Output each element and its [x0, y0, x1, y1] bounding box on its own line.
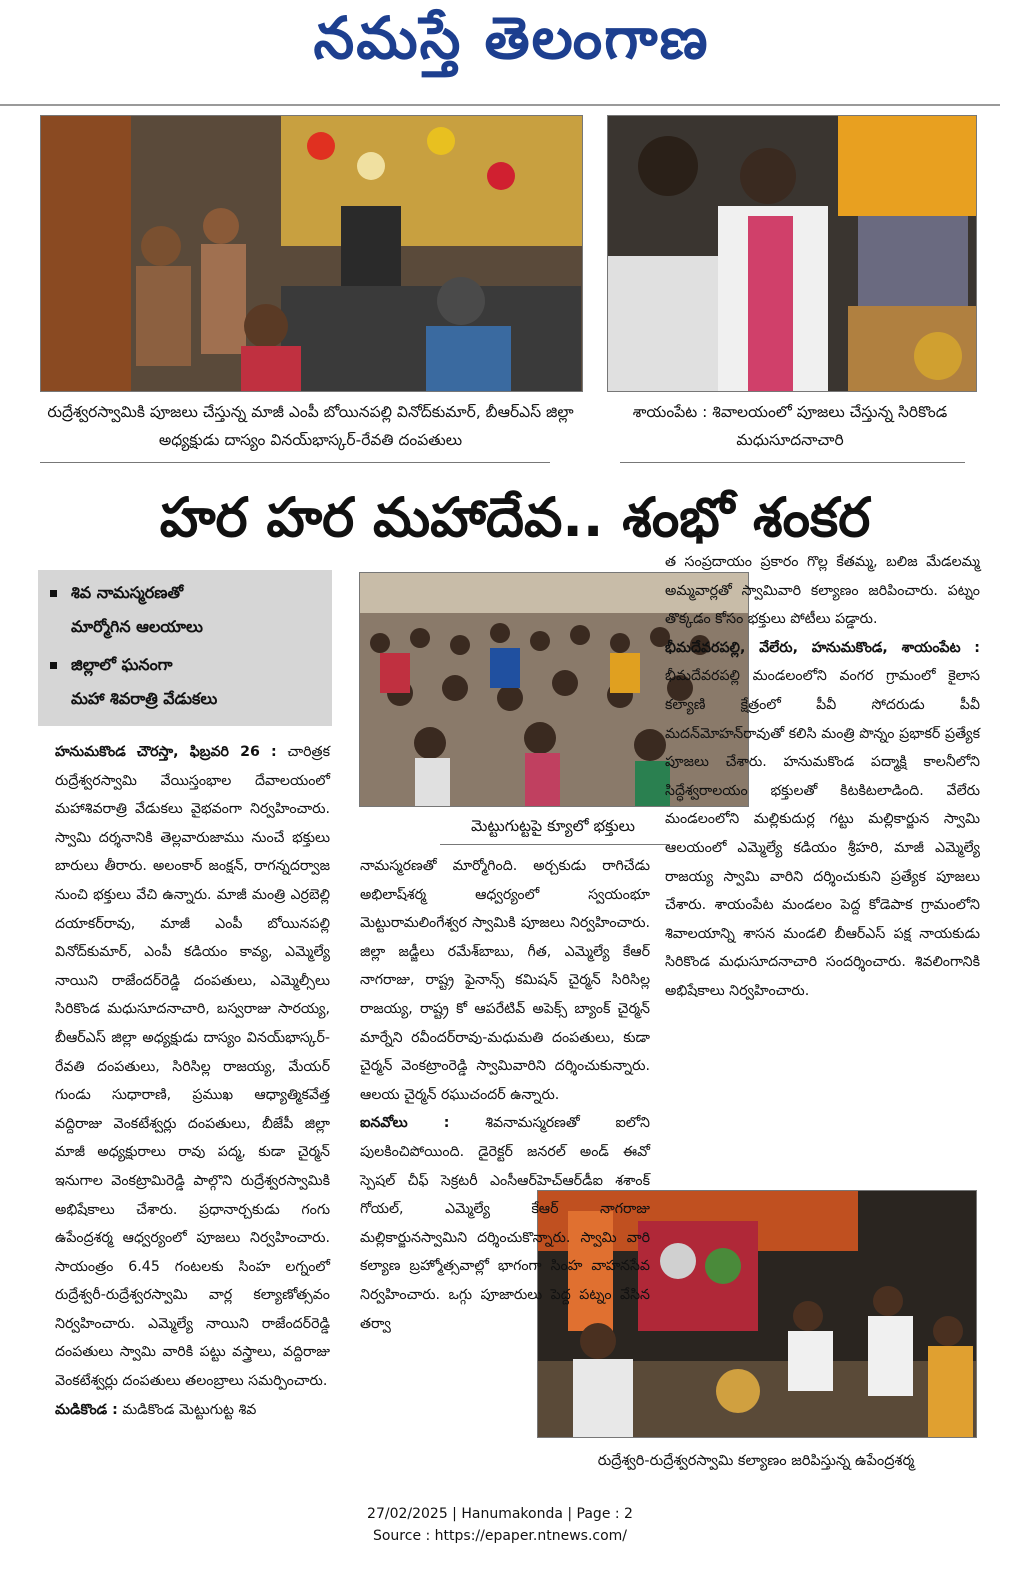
highlight-text: శివ నామస్మరణతో [71, 583, 184, 602]
photo-caption-shayampet: శాయంపేట : శివాలయంలో పూజలు చేస్తున్న సిరికొండ మధుసూదనాచారి [632, 403, 948, 449]
masthead [0, 0, 1023, 100]
article-body: శివనామస్మరణతో ఐలోని పులకించిపోయింది. డైరెక్టర్ జనరల్ అండ్ ఈవో స్పెషల్ చీఫ్ సెక్రటరీ ఎంసీఆర్‌హెచ్‌ఆర్‌డీఐ శశాంక్ గోయల్, ఎమ్మెల్యే కేఆర్ నాగరాజు మల్లికార్జునస్వామిని దర్శించుకొన్నారు. స్వామి వారి కల్యాణ బ్రహ్మోత్సవాల్లో భాగంగా సింహ వాహనసేవ నిర్వహించారు. ఒగ్గు పూజారులు పెద్ద పట్నం వేసిన తర్వా [360, 1115, 650, 1332]
bullet-icon [50, 662, 57, 669]
article-column-2 [360, 852, 650, 1338]
caption-divider [440, 844, 670, 845]
temple-photo-rudreshwara [40, 115, 583, 392]
caption-divider [40, 462, 550, 463]
photo-caption-crowd: మెట్టుగుట్టపై క్యూలో భక్తులు [471, 817, 635, 835]
temple-photo-shayampet [607, 115, 977, 392]
masthead-divider [0, 104, 1000, 106]
photo-caption-rudreshwara: రుద్రేశ్వరస్వామికి పూజలు చేస్తున్న మాజీ ఎంపీ బోయినపల్లి వినోద్‌కుమార్, బీఆర్‌ఎస్ జిల్లా అధ్యక్షుడు దాస్యం వినయ్‌భాస్కర్-రేవతి దంపతులు [47, 403, 574, 449]
caption-divider [620, 462, 965, 463]
article-body: నామస్మరణతో మార్మోగింది. అర్చకుడు రాగిచేడు అభిలాష్‌శర్మ ఆధ్వర్యంలో స్వయంభూ మెట్టురామలింగేశ్వర స్వామికి పూజలు నిర్వహించారు. జిల్లా జడ్జీలు రమేశ్‌బాబు, గీత, ఎమ్మెల్యే కేఆర్ నాగరాజు, రాష్ట్ర ఫైనాన్స్ కమిషన్ చైర్మన్ సిరిసిల్ల రాజయ్య, రాష్ట్ర కో ఆపరేటివ్ అపెక్స్ బ్యాంక్ చైర్మన్ మార్నేని రవీందర్‌రావు-మధుమతి దంపతులు, కుడా చైర్మన్ వెంకట్రాంరెడ్డి స్వామివారిని దర్శించుకున్నారు. ఆలయ చైర్మన్ రఘుచందర్ ఉన్నారు. [360, 858, 650, 1103]
highlight-item [50, 576, 183, 610]
footer-date-edition: 27/02/2025 | Hanumakonda | Page : 2 [367, 1506, 633, 1522]
sub-dateline: ఐనవోలు : [360, 1115, 450, 1132]
highlight-item [50, 648, 173, 682]
bullet-icon [50, 590, 57, 597]
highlight-text: జిల్లాలో ఘనంగా [71, 655, 173, 674]
highlight-item-cont: మహా శివరాత్రి వేడుకలు [71, 689, 218, 708]
sub-dateline: భీమదేవరపల్లి, వేలేరు, హనుమకొండ, శాయంపేట : [665, 639, 980, 656]
article-body: త సంప్రదాయం ప్రకారం గొల్ల కేతమ్మ, బలిజ మేడలమ్మ అమ్మవార్లతో స్వామివారి కల్యాణం జరిపించారు. పట్నం తొక్కడం కోసం భక్తులు పోటీలు పడ్డారు. [665, 554, 980, 628]
headline: హర హర మహాదేవ.. శంభో శంకర [159, 486, 871, 549]
newspaper-title: నమస్తే తెలంగాణ [313, 4, 710, 72]
article-column-3 [665, 548, 980, 1006]
article-column-1 [55, 738, 330, 1424]
highlight-item-cont: మార్మోగిన ఆలయాలు [71, 617, 203, 636]
photo-caption-kalyanam: రుద్రేశ్వరి-రుద్రేశ్వరస్వామి కల్యాణం జరిపిస్తున్న ఉపేంద్రశర్మ [597, 1453, 915, 1469]
article-body: చారిత్రక రుద్రేశ్వరస్వామి వేయిస్తంభాల దేవాలయంలో మహాశివరాత్రి వేడుకలు వైభవంగా నిర్వహించారు. స్వామి దర్శనానికి తెల్లవారుజాము నుంచే భక్తులు బారులు తీరారు. అలంకార్ జంక్షన్, రాగన్నదర్వాజ నుంచి భక్తులు వేచి ఉన్నారు. మాజీ మంత్రి ఎర్రబెల్లి దయాకర్‌రావు, మాజీ ఎంపీ బోయినపల్లి వినోద్‌కుమార్, ఎంపీ కడియం కావ్య, ఎమ్మెల్యే నాయిని రాజేందర్‌రెడ్డి దంపతులు, ఎమ్మెల్సీలు సిరికొండ మధుసూదనాచారి, బస్వరాజు సారయ్య, బీఆర్‌ఎస్ జిల్లా అధ్యక్షుడు దాస్యం వినయ్‌భాస్కర్-రేవతి దంపతులు, సిరిసిల్ల రాజయ్య, మేయర్ గుండు సుధారాణి, ప్రముఖ ఆధ్యాత్మికవేత్త వద్దిరాజు వెంకటేశ్వర్లు దంపతులు, బీజేపీ జిల్లా మాజీ అధ్యక్షురాలు రావు పద్మ, కుడా చైర్మన్ ఇనుగాల వెంకట్రామిరెడ్డి పాల్గొని రుద్రేశ్వరస్వామికి అభిషేకాలు చేశారు. ప్రధానార్చకుడు గంగు ఉపేంద్రశర్మ ఆధ్వర్యంలో పూజలు నిర్వహించారు. సాయంత్రం 6.45 గంటలకు సింహ లగ్నంలో రుద్రేశ్వరీ-రుద్రేశ్వరస్వామి వార్ల కల్యాణోత్సవం నిర్వహించారు. ఎమ్మెల్యే నాయిని రాజేందర్‌రెడ్డి దంపతులు స్వామి వారికి పట్టు వస్త్రాలు, వద్దిరాజు వెంకటేశ్వర్లు దంపతులు తలంబ్రాలు సమర్పించారు. [55, 744, 331, 1390]
article-body: భీమదేవరపల్లి మండలంలోని వంగర గ్రామంలో కైలాస కల్యాణి క్షేత్రంలో పీవీ సోదరుడు పీవీ మదన్‌మోహన్‌రావుతో కలిసి మంత్రి పొన్నం ప్రభాకర్ ప్రత్యేక పూజలు చేశారు. హనుమకొండ పద్మాక్షి కాలనీలోని సిద్ధేశ్వరాలయం భక్తులతో కిటకిటలాడింది. వేలేరు మండలంలోని మల్లికుదుర్ల గట్టు మల్లికార్జున స్వామి ఆలయంలో ఎమ్మెల్యే కడియం శ్రీహరి, మాజీ ఎమ్మెల్యే రాజయ్య స్వామి వారిని దర్శించుకుని ప్రత్యేక పూజలు చేశారు. శాయంపేట మండలం పెద్ద కోడెపాక గ్రామంలోని శివాలయాన్ని శాసన మండలి బీఆర్‌ఎస్ పక్ష నాయకుడు సిరికొండ మధుసూదనాచారి సందర్శించారు. శివలింగానికి అభిషేకాలు నిర్వహించారు. [665, 668, 980, 999]
article-body: మడికొండ మెట్టుగుట్ట శివ [122, 1401, 257, 1418]
highlights-box [38, 570, 332, 726]
footer-source: Source : https://epaper.ntnews.com/ [372, 1528, 628, 1544]
sub-dateline: మడికొండ : [55, 1401, 118, 1418]
article-dateline: హనుమకొండ చౌరస్తా, ఫిబ్రవరి 26 : [55, 744, 277, 760]
